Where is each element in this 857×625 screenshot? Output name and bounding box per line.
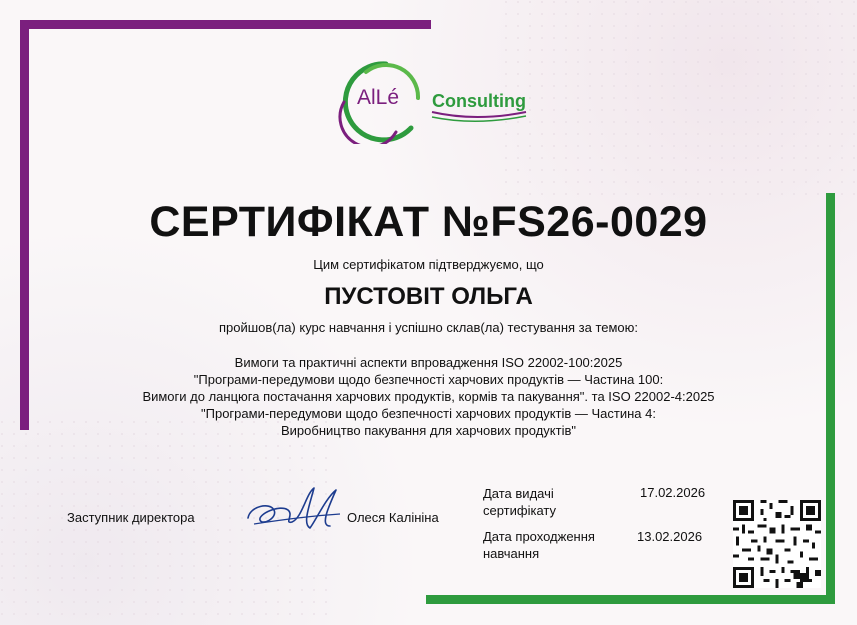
course-line: "Програми-передумови щодо безпечності харчових продуктів — Частина 4: xyxy=(201,406,656,421)
certificate-title: СЕРТИФІКАТ №FS26-0029 xyxy=(149,198,708,246)
confirm-text: Цим сертифікатом підтверджуємо, що xyxy=(313,257,544,272)
study-date-label: Дата проходження навчання xyxy=(483,529,595,561)
issue-date-value: 17.02.2026 xyxy=(640,485,706,500)
frame-right-bar xyxy=(826,193,835,604)
course-line: Вимоги до ланцюга постачання харчових продуктів, кормів та пакування". та ISO 22002-4:2025 xyxy=(142,389,715,404)
frame-bottom-bar xyxy=(426,595,835,604)
signatory-position: Заступник директора xyxy=(67,510,195,525)
recipient-name: ПУСТОВІТ ОЛЬГА xyxy=(324,283,533,310)
passed-text: пройшов(ла) курс навчання і успішно склав(ла) тестування за темою: xyxy=(218,320,639,335)
frame-top-left-bar xyxy=(20,20,431,29)
course-description xyxy=(60,354,797,439)
issue-date-label: Дата видачі сертифікату xyxy=(483,486,556,518)
director-name: Олеся Калініна xyxy=(347,510,439,525)
course-line: "Програми-передумови щодо безпечності харчових продуктів — Частина 100: xyxy=(193,372,664,387)
signature-icon xyxy=(240,480,345,540)
qr-code-icon[interactable] xyxy=(733,500,821,588)
course-line: Виробництво пакування для харчових продуктів" xyxy=(280,423,576,438)
logo-brand-text: AlLé xyxy=(357,86,400,109)
course-line: Вимоги та практичні аспекти впровадження ISO 22002-100:2025 xyxy=(234,355,623,370)
logo-sub-text: Consulting xyxy=(432,91,526,111)
study-date-value: 13.02.2026 xyxy=(637,529,703,544)
